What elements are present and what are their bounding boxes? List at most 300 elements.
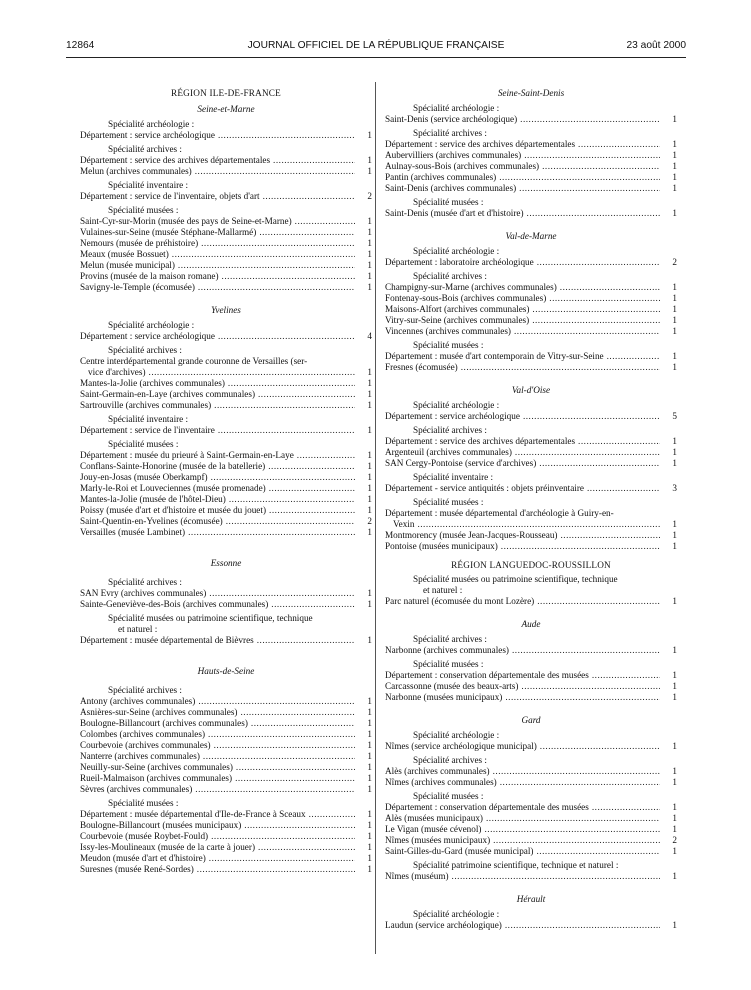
leader-dots bbox=[197, 864, 355, 875]
leader-dots bbox=[226, 516, 355, 527]
entry-count: 1 bbox=[367, 505, 372, 515]
entry-count: 1 bbox=[367, 718, 372, 728]
specialty-heading: Spécialité archéologie : bbox=[413, 103, 500, 113]
entry-label: Marly-le-Roi et Louveciennes (musée promenade) bbox=[80, 483, 266, 493]
entry-count: 1 bbox=[367, 238, 372, 248]
leader-dots bbox=[587, 483, 660, 494]
list-item bbox=[80, 740, 372, 751]
leader-dots bbox=[537, 596, 660, 607]
list-item bbox=[80, 356, 372, 378]
leader-dots bbox=[244, 820, 355, 831]
entry-count: 4 bbox=[367, 331, 372, 341]
entry-count: 1 bbox=[367, 450, 372, 460]
list-item bbox=[80, 505, 372, 516]
list-item bbox=[385, 692, 677, 703]
specialty-heading: Spécialité musées : bbox=[108, 205, 179, 215]
specialty-heading: Spécialité musées : bbox=[108, 439, 179, 449]
department-heading: Seine-Saint-Denis bbox=[497, 88, 565, 98]
entry-count: 1 bbox=[672, 519, 677, 529]
leader-dots bbox=[578, 436, 660, 447]
leader-dots bbox=[273, 155, 355, 166]
entry-list bbox=[80, 588, 372, 610]
entry-count: 1 bbox=[367, 271, 372, 281]
list-item bbox=[385, 813, 677, 824]
entry-label: Vincennes (archives communales) bbox=[385, 326, 511, 336]
entry-label: Département : musée d'art contemporain de Vitry-sur-Seine bbox=[385, 351, 604, 361]
list-item bbox=[80, 166, 372, 177]
entry-label: Aubervilliers (archives communales) bbox=[385, 150, 522, 160]
leader-dots bbox=[501, 541, 660, 552]
entry-list bbox=[385, 257, 677, 268]
list-item bbox=[385, 114, 677, 125]
leader-dots bbox=[149, 367, 355, 378]
leader-dots bbox=[417, 519, 660, 530]
entry-count: 1 bbox=[672, 692, 677, 702]
list-item bbox=[80, 216, 372, 227]
entry-count: 1 bbox=[367, 729, 372, 739]
specialty-heading: Spécialité archéologie : bbox=[108, 119, 195, 129]
entry-label: Argenteuil (archives communales) bbox=[385, 447, 512, 457]
leader-dots bbox=[198, 282, 355, 293]
leader-dots bbox=[505, 692, 660, 703]
entry-label: Sèvres (archives communales) bbox=[80, 784, 193, 794]
leader-dots bbox=[251, 718, 355, 729]
leader-dots bbox=[523, 411, 660, 422]
list-item bbox=[385, 326, 677, 337]
entry-count: 1 bbox=[367, 864, 372, 874]
leader-dots bbox=[532, 315, 660, 326]
list-item bbox=[80, 425, 372, 436]
entry-list bbox=[80, 155, 372, 177]
leader-dots bbox=[521, 681, 660, 692]
entry-count: 1 bbox=[367, 527, 372, 537]
leader-dots bbox=[214, 740, 355, 751]
list-item bbox=[80, 260, 372, 271]
list-item bbox=[385, 293, 677, 304]
entry-count: 5 bbox=[672, 411, 677, 421]
entry-count: 1 bbox=[367, 784, 372, 794]
entry-count: 1 bbox=[367, 367, 372, 377]
entry-label: Saint-Cyr-sur-Morin (musée des pays de Seine-et-Marne) bbox=[80, 216, 292, 226]
entry-count: 1 bbox=[367, 130, 372, 140]
entry-label: Saint-Denis (service archéologique) bbox=[385, 114, 518, 124]
entry-count: 1 bbox=[367, 282, 372, 292]
leader-dots bbox=[195, 166, 355, 177]
entry-list bbox=[385, 411, 677, 422]
entry-count: 1 bbox=[672, 596, 677, 606]
specialty-heading: Spécialité archives : bbox=[413, 634, 487, 644]
leader-dots bbox=[549, 293, 660, 304]
leader-dots bbox=[201, 238, 355, 249]
list-item bbox=[80, 635, 372, 646]
entry-count: 2 bbox=[367, 516, 372, 526]
list-item bbox=[385, 508, 677, 530]
list-item bbox=[80, 191, 372, 202]
leader-dots bbox=[218, 331, 355, 342]
leader-dots bbox=[500, 777, 660, 788]
entry-label: Melun (archives communales) bbox=[80, 166, 192, 176]
leader-dots bbox=[519, 183, 660, 194]
leader-dots bbox=[493, 766, 660, 777]
entry-count: 1 bbox=[672, 161, 677, 171]
entry-label: Département : service de l'inventaire bbox=[80, 425, 215, 435]
leader-dots bbox=[461, 362, 660, 373]
entry-count: 1 bbox=[672, 530, 677, 540]
entry-list bbox=[385, 351, 677, 373]
leader-dots bbox=[209, 588, 355, 599]
list-item bbox=[385, 541, 677, 552]
list-item bbox=[385, 670, 677, 681]
entry-count: 1 bbox=[367, 809, 372, 819]
leader-dots bbox=[236, 762, 355, 773]
leader-dots bbox=[532, 304, 660, 315]
list-item bbox=[80, 155, 372, 166]
leader-dots bbox=[524, 150, 660, 161]
entry-label: Parc naturel (écomusée du mont Lozère) bbox=[385, 596, 535, 606]
entry-count: 1 bbox=[672, 351, 677, 361]
list-item bbox=[80, 784, 372, 795]
list-item bbox=[385, 315, 677, 326]
specialty-heading: Spécialité archéologie : bbox=[108, 320, 195, 330]
list-item bbox=[80, 773, 372, 784]
entry-count: 1 bbox=[672, 813, 677, 823]
entry-count: 1 bbox=[672, 114, 677, 124]
leader-dots bbox=[269, 505, 355, 516]
entry-count: 1 bbox=[672, 541, 677, 551]
entry-label: Alès (musées municipaux) bbox=[385, 813, 483, 823]
department-heading: Hérault bbox=[516, 894, 546, 904]
entry-label: Département : service de l'inventaire, objets d'art bbox=[80, 191, 260, 201]
entry-label: Sainte-Geneviève-des-Bois (archives communales) bbox=[80, 599, 269, 609]
list-item bbox=[80, 483, 372, 494]
entry-label: Pantin (archives communales) bbox=[385, 172, 497, 182]
entry-count: 1 bbox=[367, 740, 372, 750]
leader-dots bbox=[257, 635, 355, 646]
entry-label: Nanterre (archives communales) bbox=[80, 751, 200, 761]
list-item bbox=[385, 436, 677, 447]
list-item bbox=[80, 831, 372, 842]
list-item bbox=[385, 766, 677, 777]
department-heading: Aude bbox=[521, 619, 541, 629]
entry-count: 1 bbox=[367, 389, 372, 399]
specialty-heading: Spécialité archives : bbox=[413, 128, 487, 138]
entry-label: Asnières-sur-Seine (archives communales) bbox=[80, 707, 238, 717]
specialty-heading: Spécialité archives : bbox=[413, 755, 487, 765]
list-item bbox=[385, 596, 677, 607]
entry-label: Département : laboratoire archéologique bbox=[385, 257, 534, 267]
leader-dots bbox=[560, 282, 660, 293]
leader-dots bbox=[512, 645, 660, 656]
leader-dots bbox=[172, 249, 355, 260]
entry-count: 1 bbox=[672, 282, 677, 292]
entry-count: 1 bbox=[367, 400, 372, 410]
entry-list bbox=[80, 809, 372, 875]
entry-count: 3 bbox=[672, 483, 677, 493]
list-item bbox=[385, 150, 677, 161]
leader-dots bbox=[218, 130, 355, 141]
entry-count: 1 bbox=[672, 183, 677, 193]
entry-count: 1 bbox=[672, 447, 677, 457]
list-item bbox=[80, 227, 372, 238]
list-item bbox=[80, 130, 372, 141]
list-item bbox=[80, 718, 372, 729]
list-item bbox=[385, 741, 677, 752]
leader-dots bbox=[578, 139, 660, 150]
entry-count: 1 bbox=[672, 326, 677, 336]
leader-dots bbox=[505, 920, 660, 931]
specialty-heading: Spécialité archéologie : bbox=[413, 730, 500, 740]
leader-dots bbox=[607, 351, 660, 362]
region-heading: RÉGION LANGUEDOC-ROUSSILLON bbox=[451, 560, 611, 570]
leader-dots bbox=[211, 472, 355, 483]
leader-dots bbox=[540, 741, 660, 752]
entry-label: Mantes-la-Jolie (archives communales) bbox=[80, 378, 225, 388]
leader-dots bbox=[297, 450, 355, 461]
entry-label: Saint-Quentin-en-Yvelines (écomusée) bbox=[80, 516, 223, 526]
list-item bbox=[385, 183, 677, 194]
entry-label: Département : musée départemental de Bièvres bbox=[80, 635, 254, 645]
entry-label: Vulaines-sur-Seine (musée Stéphane-Mallarmé) bbox=[80, 227, 257, 237]
entry-count: 1 bbox=[672, 846, 677, 856]
entry-label: SAN Cergy-Pontoise (service d'archives) bbox=[385, 458, 537, 468]
entry-list bbox=[385, 139, 677, 194]
entry-label: Département : musée départemental d'Ile-de-France à Sceaux bbox=[80, 809, 306, 819]
entry-label: Narbonne (archives communales) bbox=[385, 645, 509, 655]
entry-count: 1 bbox=[672, 362, 677, 372]
list-item bbox=[80, 249, 372, 260]
entry-count: 1 bbox=[367, 249, 372, 259]
entry-count: 1 bbox=[672, 766, 677, 776]
entry-count: 1 bbox=[367, 378, 372, 388]
leader-dots bbox=[259, 227, 355, 238]
list-item bbox=[80, 378, 372, 389]
leader-dots bbox=[527, 208, 660, 219]
entry-count: 1 bbox=[367, 820, 372, 830]
entry-label: Le Vigan (musée cévenol) bbox=[385, 824, 482, 834]
specialty-heading: Spécialité archéologie : bbox=[413, 909, 500, 919]
entry-list bbox=[385, 802, 677, 857]
list-item bbox=[385, 846, 677, 857]
entry-label: Département - service antiquités : objets préinventaire bbox=[385, 483, 584, 493]
list-item bbox=[80, 461, 372, 472]
entry-count: 1 bbox=[672, 802, 677, 812]
entry-list bbox=[385, 871, 677, 882]
leader-dots bbox=[195, 784, 355, 795]
list-item bbox=[80, 707, 372, 718]
page-header bbox=[66, 40, 686, 54]
entry-list bbox=[80, 216, 372, 293]
entry-count: 1 bbox=[672, 458, 677, 468]
list-item bbox=[80, 282, 372, 293]
entry-label: Carcassonne (musée des beaux-arts) bbox=[385, 681, 519, 691]
entry-label: Vitry-sur-Seine (archives communales) bbox=[385, 315, 530, 325]
list-item bbox=[80, 842, 372, 853]
entry-list bbox=[385, 483, 677, 494]
entry-label: Nemours (musée de préhistoire) bbox=[80, 238, 199, 248]
entry-count: 1 bbox=[672, 871, 677, 881]
entry-count: 1 bbox=[367, 425, 372, 435]
entry-label: Neuilly-sur-Seine (archives communales) bbox=[80, 762, 233, 772]
entry-label: Laudun (service archéologique) bbox=[385, 920, 502, 930]
specialty-heading: Spécialité archives : bbox=[413, 425, 487, 435]
leader-dots bbox=[203, 751, 355, 762]
entry-count: 1 bbox=[672, 172, 677, 182]
leader-dots bbox=[520, 114, 660, 125]
leader-dots bbox=[271, 599, 355, 610]
column-divider bbox=[375, 82, 376, 954]
entry-label: Sartrouville (archives communales) bbox=[80, 400, 212, 410]
entry-label: Courbevoie (archives communales) bbox=[80, 740, 211, 750]
leader-dots bbox=[295, 216, 355, 227]
entry-label: Suresnes (musée René-Sordes) bbox=[80, 864, 194, 874]
entry-label: Meudon (musée d'art et d'histoire) bbox=[80, 853, 206, 863]
entry-label: Jouy-en-Josas (musée Oberkampf) bbox=[80, 472, 208, 482]
entry-count: 1 bbox=[367, 494, 372, 504]
list-item bbox=[80, 271, 372, 282]
list-item bbox=[80, 238, 372, 249]
region-heading: RÉGION ILE-DE-FRANCE bbox=[171, 88, 281, 98]
entry-label: Meaux (musée Bossuet) bbox=[80, 249, 169, 259]
header-rule bbox=[66, 57, 686, 58]
list-item bbox=[80, 696, 372, 707]
entry-count: 1 bbox=[367, 155, 372, 165]
specialty-heading: Spécialité archives : bbox=[413, 271, 487, 281]
entry-list bbox=[80, 635, 372, 646]
entry-label: Boulogne-Billancourt (musées municipaux) bbox=[80, 820, 242, 830]
entry-label: Département : service des archives départementales bbox=[385, 436, 576, 446]
entry-count: 1 bbox=[367, 842, 372, 852]
entry-count: 1 bbox=[672, 777, 677, 787]
list-item bbox=[385, 835, 677, 846]
entry-count: 1 bbox=[367, 751, 372, 761]
entry-list bbox=[80, 130, 372, 141]
entry-label: Maisons-Alfort (archives communales) bbox=[385, 304, 530, 314]
list-item bbox=[80, 331, 372, 342]
leader-dots bbox=[188, 527, 355, 538]
entry-label: Versailles (musée Lambinet) bbox=[80, 527, 186, 537]
entry-label: Narbonne (musées municipaux) bbox=[385, 692, 503, 702]
list-item bbox=[385, 161, 677, 172]
specialty-heading: Spécialité inventaire : bbox=[108, 414, 189, 424]
entry-list bbox=[385, 530, 677, 552]
entry-label: Centre interdépartemental grande couronne de Versailles (ser- bbox=[80, 356, 308, 366]
department-heading: Hauts-de-Seine bbox=[197, 666, 255, 676]
entry-label: Provins (musée de la maison romane) bbox=[80, 271, 219, 281]
department-heading: Seine-et-Marne bbox=[197, 104, 255, 114]
entry-count: 1 bbox=[367, 635, 372, 645]
entry-count: 1 bbox=[672, 645, 677, 655]
leader-dots bbox=[537, 257, 660, 268]
entry-count: 1 bbox=[672, 293, 677, 303]
entry-label: Département : musée départemental d'archéologie à Guiry-en- bbox=[385, 508, 614, 518]
entry-count: 2 bbox=[672, 257, 677, 267]
entry-label: SAN Evry (archives communales) bbox=[80, 588, 207, 598]
entry-label: Mantes-la-Jolie (musée de l'hôtel-Dieu) bbox=[80, 494, 226, 504]
entry-label: Département : conservation départementale des musées bbox=[385, 670, 589, 680]
list-item bbox=[80, 389, 372, 400]
list-item bbox=[80, 820, 372, 831]
entry-label: Nîmes (archives communales) bbox=[385, 777, 497, 787]
entry-count: 1 bbox=[367, 696, 372, 706]
list-item bbox=[385, 645, 677, 656]
entry-count: 1 bbox=[672, 670, 677, 680]
leader-dots bbox=[222, 271, 355, 282]
specialty-heading: Spécialité archives : bbox=[108, 577, 182, 587]
entry-count: 2 bbox=[367, 191, 372, 201]
specialty-heading: Spécialité archéologie : bbox=[413, 400, 500, 410]
entry-count: 1 bbox=[672, 741, 677, 751]
right-column bbox=[385, 88, 677, 931]
list-item bbox=[80, 400, 372, 411]
entry-list bbox=[385, 741, 677, 752]
list-item bbox=[385, 920, 677, 931]
specialty-heading: Spécialité musées : bbox=[413, 340, 484, 350]
list-item bbox=[385, 447, 677, 458]
leader-dots bbox=[214, 400, 355, 411]
specialty-heading-line: et naturel : bbox=[118, 624, 158, 634]
entry-label: Issy-les-Moulineaux (musée de la carte à jouer) bbox=[80, 842, 256, 852]
entry-label: Fresnes (écomusée) bbox=[385, 362, 458, 372]
entry-label: Melun (musée municipal) bbox=[80, 260, 175, 270]
specialty-heading-line: Spécialité musées ou patrimoine scientifique, technique bbox=[413, 574, 618, 584]
entry-count: 1 bbox=[367, 260, 372, 270]
entry-label: Pontoise (musées municipaux) bbox=[385, 541, 498, 551]
entry-count: 1 bbox=[672, 139, 677, 149]
entry-list bbox=[385, 596, 677, 607]
entry-label: Nîmes (musées municipaux) bbox=[385, 835, 491, 845]
entry-label: Saint-Denis (musée d'art et d'histoire) bbox=[385, 208, 524, 218]
list-item bbox=[385, 411, 677, 422]
specialty-heading bbox=[80, 613, 372, 635]
list-item bbox=[80, 864, 372, 875]
department-heading: Val-de-Marne bbox=[505, 231, 557, 241]
entry-label: Département : service des archives départementales bbox=[80, 155, 271, 165]
leader-dots bbox=[198, 696, 355, 707]
entry-count: 1 bbox=[367, 461, 372, 471]
leader-dots bbox=[560, 530, 660, 541]
leader-dots bbox=[484, 824, 660, 835]
list-item bbox=[385, 871, 677, 882]
entry-label: Alès (archives communales) bbox=[385, 766, 490, 776]
leader-dots bbox=[229, 494, 355, 505]
leader-dots bbox=[542, 161, 660, 172]
entry-label: Saint-Denis (archives communales) bbox=[385, 183, 517, 193]
entry-list bbox=[80, 450, 372, 538]
entry-list bbox=[385, 208, 677, 219]
leader-dots bbox=[592, 802, 660, 813]
list-item bbox=[80, 762, 372, 773]
list-item bbox=[80, 450, 372, 461]
specialty-heading: Spécialité musées : bbox=[413, 791, 484, 801]
entry-count: 1 bbox=[367, 588, 372, 598]
entry-list bbox=[80, 696, 372, 795]
leader-dots bbox=[515, 447, 660, 458]
entry-label: Savigny-le-Temple (écomusée) bbox=[80, 282, 195, 292]
entry-label: Département : service archéologique bbox=[80, 331, 215, 341]
entry-list bbox=[80, 425, 372, 436]
entry-label: vice d'archives) bbox=[88, 367, 146, 377]
entry-label: Rueil-Malmaison (archives communales) bbox=[80, 773, 233, 783]
leader-dots bbox=[537, 846, 661, 857]
entry-label: Saint-Gilles-du-Gard (musée municipal) bbox=[385, 846, 534, 856]
list-item bbox=[80, 588, 372, 599]
entry-label: Boulogne-Billancourt (archives communales) bbox=[80, 718, 248, 728]
entry-count: 1 bbox=[672, 315, 677, 325]
list-item bbox=[385, 458, 677, 469]
list-item bbox=[385, 172, 677, 183]
entry-list bbox=[385, 645, 677, 656]
entry-count: 1 bbox=[367, 472, 372, 482]
